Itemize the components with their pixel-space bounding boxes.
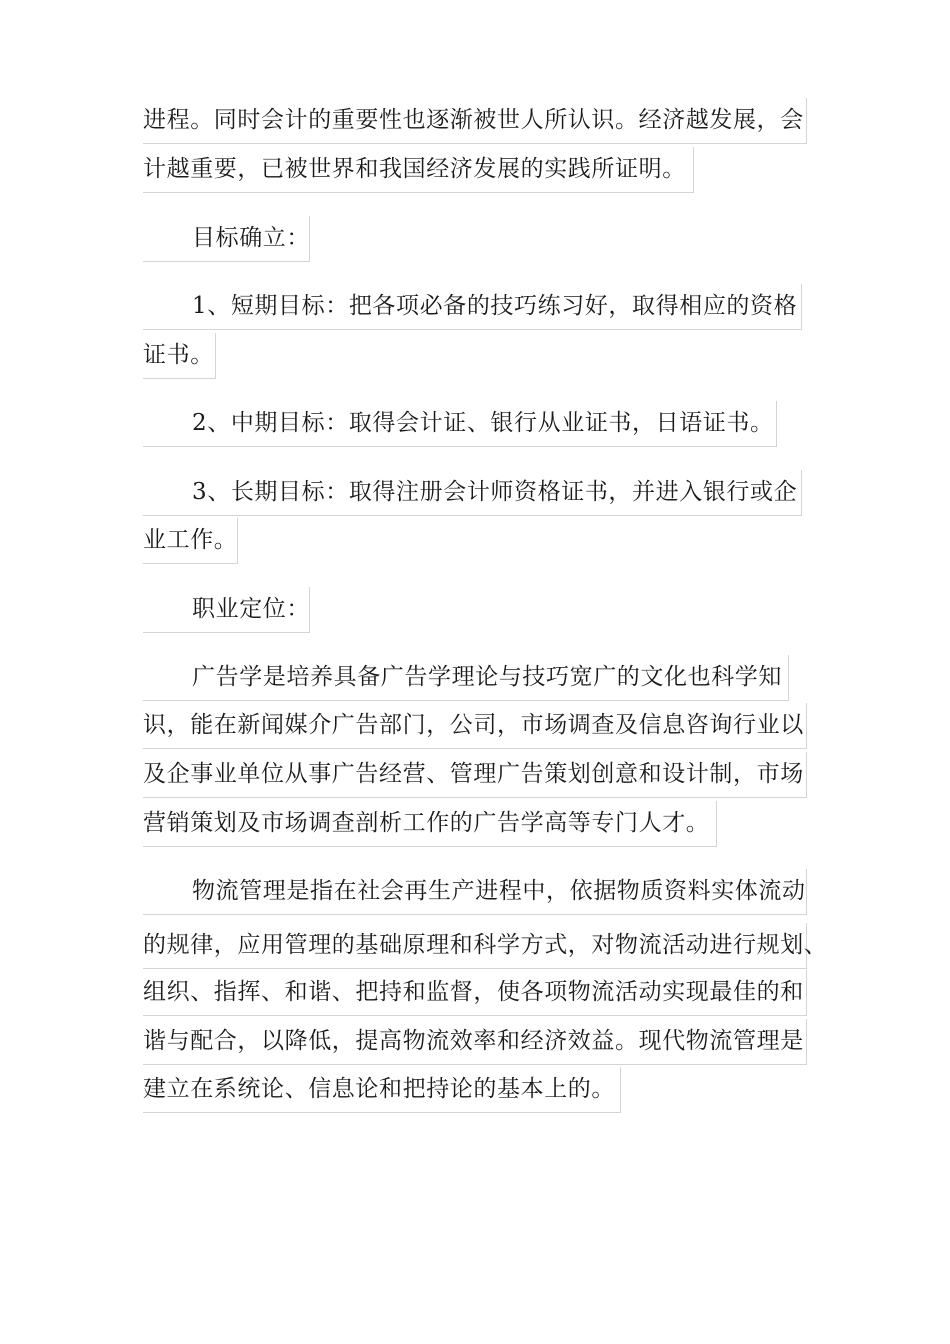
text-line: 的规律，应用管理的基础原理和科学方式，对物流活动进行规划、 [143, 923, 807, 967]
text-line: 及企事业单位从事广告经营、管理广告策划创意和设计制，市场 [143, 752, 807, 796]
text-line: 计越重要，已被世界和我国经济发展的实践所证明。 [143, 147, 694, 191]
text-line: 谐与配合，以降低，提高物流效率和经济效益。现代物流管理是 [143, 1019, 807, 1063]
text-line: 3、长期目标：取得注册会计师资格证书，并进入银行或企 [143, 470, 802, 514]
text-line: 物流管理是指在社会再生产进程中，依据物质资料实体流动 [143, 869, 807, 913]
text-line: 营销策划及市场调查剖析工作的广告学高等专门人才。 [143, 801, 717, 845]
text-line: 识，能在新闻媒介广告部门，公司，市场调查及信息咨询行业以 [143, 703, 807, 747]
text-line: 业工作。 [143, 518, 238, 562]
text-line: 证书。 [143, 333, 216, 377]
text-line: 进程。同时会计的重要性也逐渐被世人所认识。经济越发展，会 [143, 98, 807, 142]
text-line: 建立在系统论、信息论和把持论的基本上的。 [143, 1067, 621, 1111]
text-line: 1、短期目标：把各项必备的技巧练习好，取得相应的资格 [143, 284, 802, 328]
section-heading: 目标确立： [143, 216, 310, 260]
text-line: 2、中期目标：取得会计证、银行从业证书，日语证书。 [143, 401, 777, 445]
text-line: 组织、指挥、和谐、把持和监督，使各项物流活动实现最佳的和 [143, 970, 807, 1014]
text-line: 广告学是培养具备广告学理论与技巧宽广的文化也科学知 [143, 655, 789, 699]
section-heading: 职业定位： [143, 587, 310, 631]
